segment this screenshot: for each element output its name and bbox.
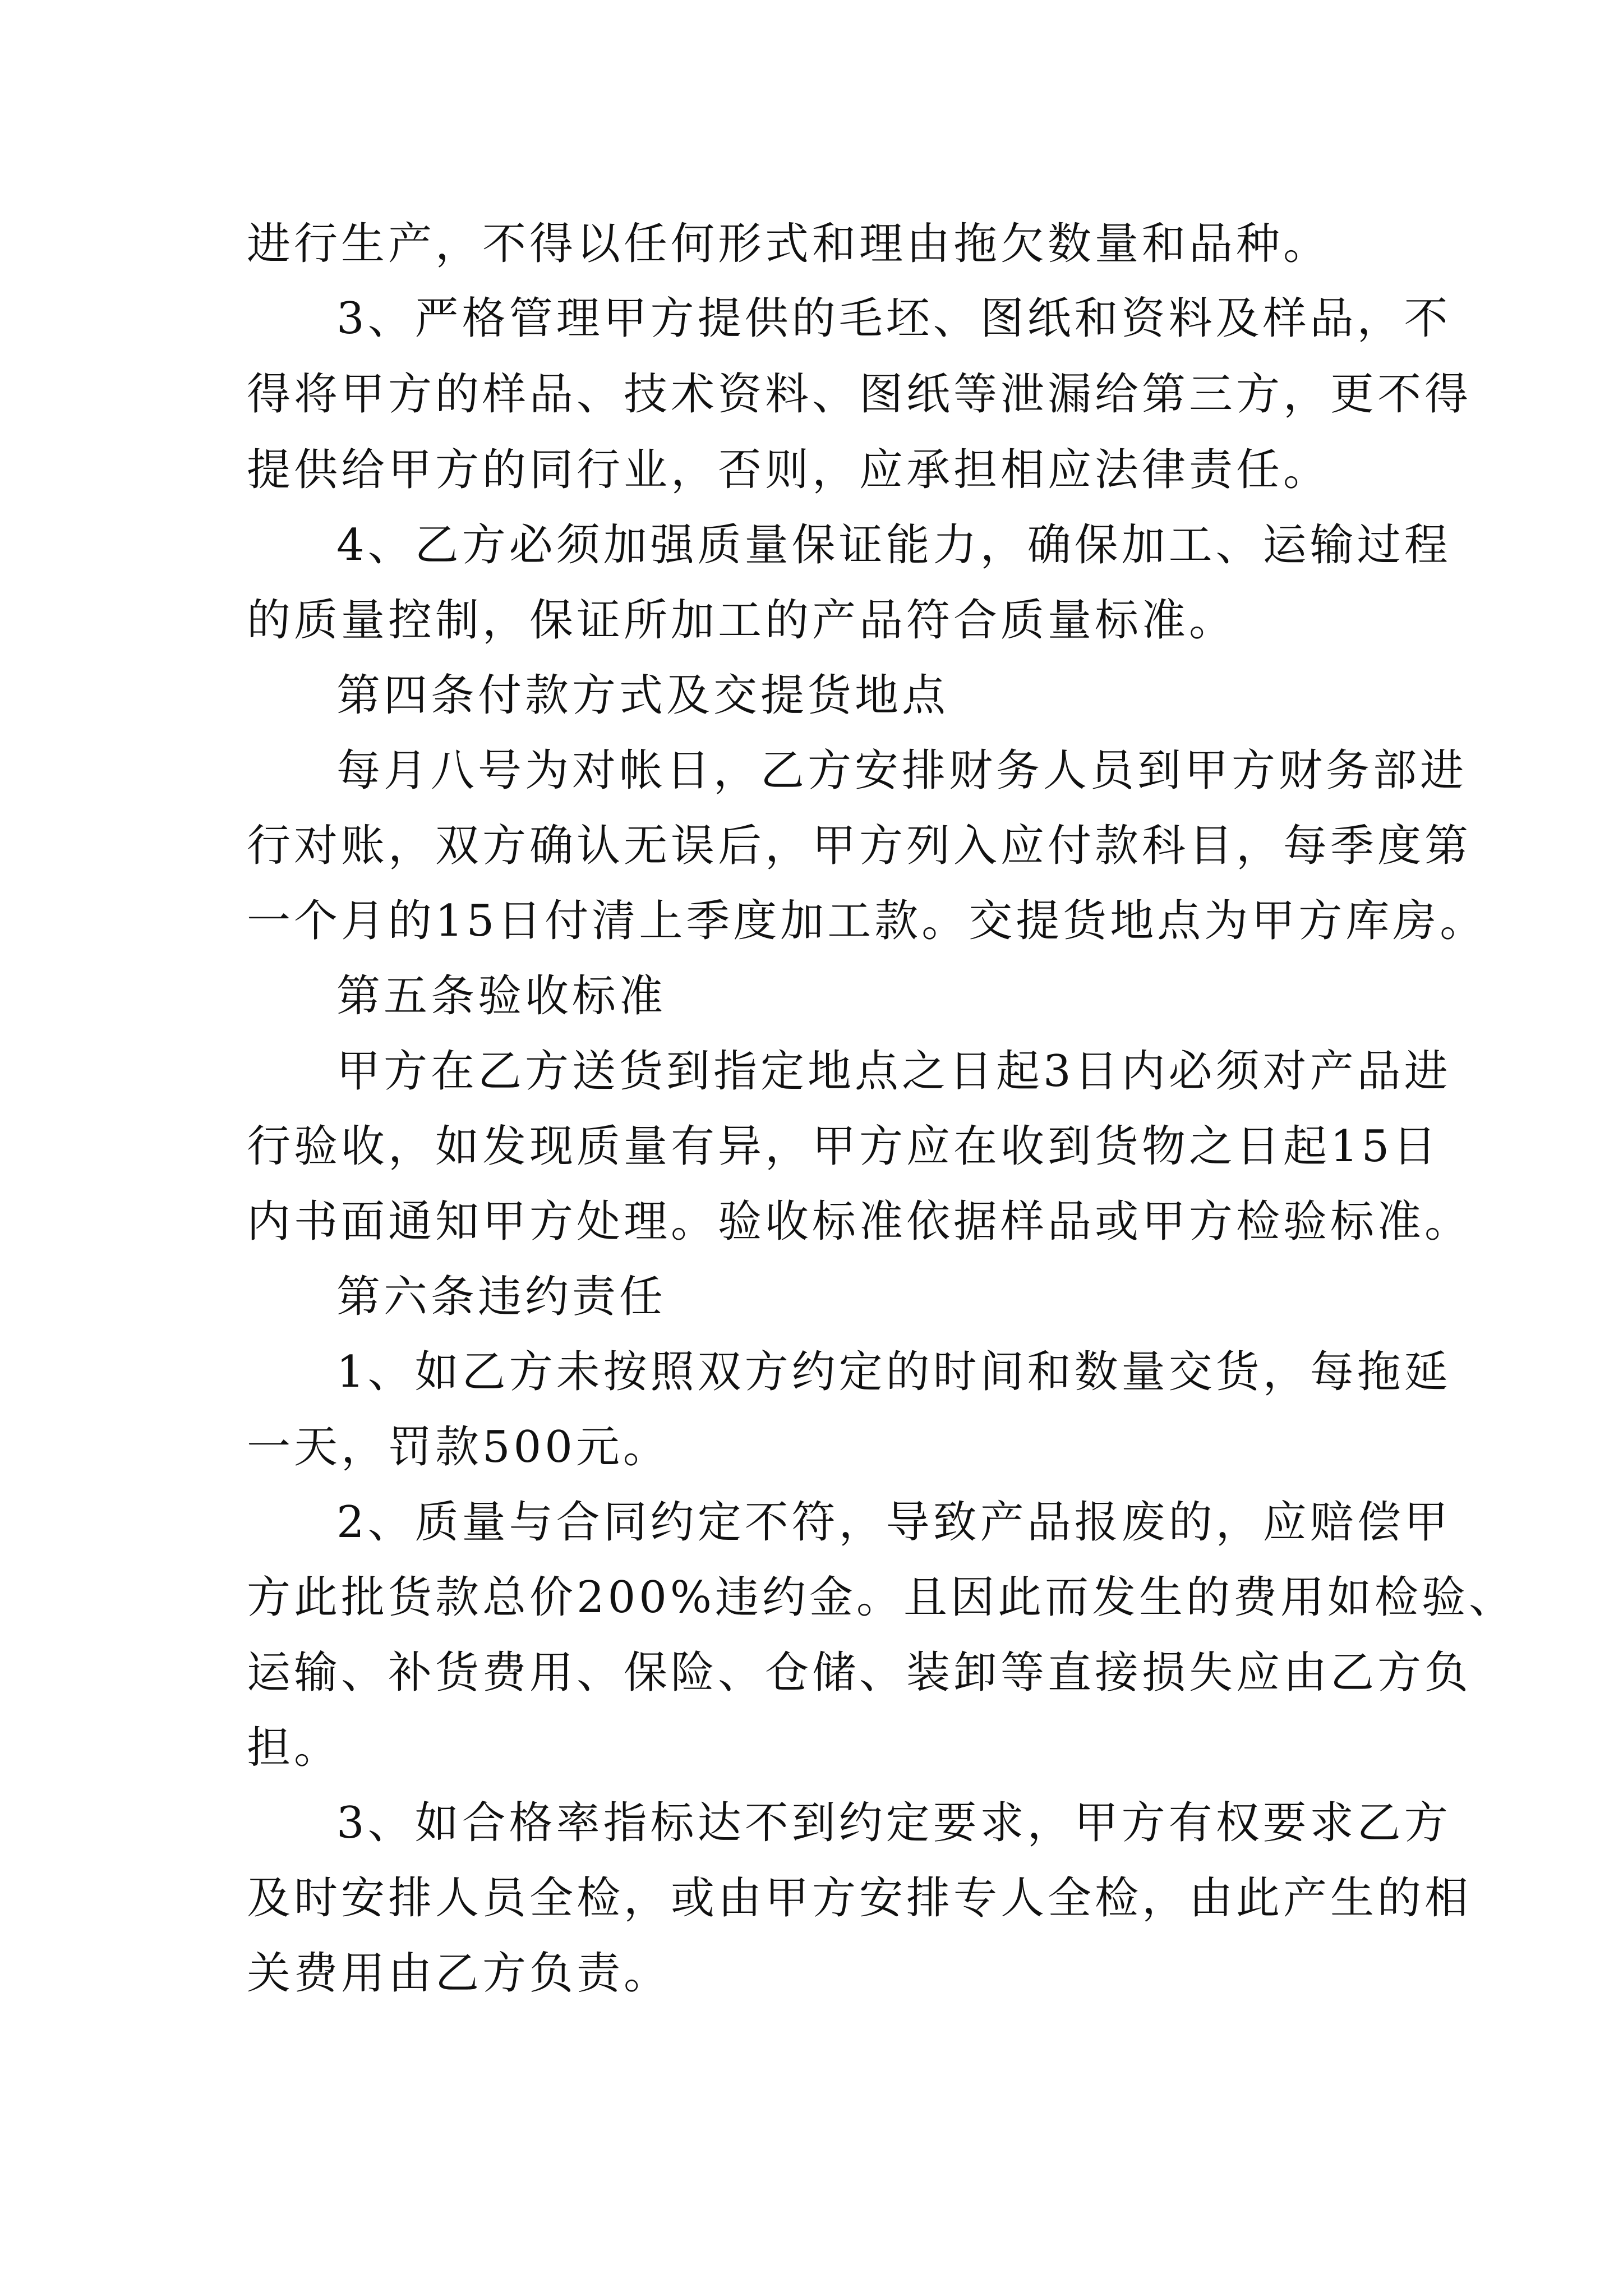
text-line: 行验收，如发现质量有异，甲方应在收到货物之日起15日 bbox=[247, 1121, 1440, 1172]
section-heading-6: 第六条违约责任 bbox=[336, 1272, 667, 1322]
paragraph-start: 甲方在乙方送货到指定地点之日起3日内必须对产品进 bbox=[336, 1046, 1451, 1097]
text-line: 提供给甲方的同行业，否则，应承担相应法律责任。 bbox=[247, 445, 1331, 495]
text-line: 内书面通知甲方处理。验收标准依据样品或甲方检验标准。 bbox=[247, 1197, 1472, 1247]
text-line: 运输、补货费用、保险、仓储、装卸等直接损失应由乙方负 bbox=[247, 1648, 1472, 1698]
paragraph-start: 每月八号为对帐日，乙方安排财务人员到甲方财务部进 bbox=[336, 746, 1468, 796]
text-line: 的质量控制，保证所加工的产品符合质量标准。 bbox=[247, 595, 1237, 646]
clause-1: 1、如乙方未按照双方约定的时间和数量交货，每拖延 bbox=[336, 1347, 1451, 1397]
text-line: 及时安排人员全检，或由甲方安排专人全检，由此产生的相 bbox=[247, 1873, 1472, 1924]
text-line: 进行生产，不得以任何形式和理由拖欠数量和品种。 bbox=[247, 219, 1331, 269]
clause-4: 4、乙方必须加强质量保证能力，确保加工、运输过程 bbox=[336, 520, 1451, 570]
clause-3: 3、如合格率指标达不到约定要求，甲方有权要求乙方 bbox=[336, 1798, 1451, 1848]
clause-2: 2、质量与合同约定不符，导致产品报废的，应赔偿甲 bbox=[336, 1497, 1451, 1548]
text-line: 关费用由乙方负责。 bbox=[247, 1948, 671, 1999]
section-heading-4: 第四条付款方式及交提货地点 bbox=[336, 670, 949, 721]
text-line: 一天，罚款500元。 bbox=[247, 1422, 670, 1473]
clause-3: 3、严格管理甲方提供的毛坯、图纸和资料及样品，不 bbox=[336, 293, 1451, 344]
text-line: 行对账，双方确认无误后，甲方列入应付款科目，每季度第 bbox=[247, 821, 1472, 871]
text-line: 一个月的15日付清上季度加工款。交提货地点为甲方库房。 bbox=[247, 896, 1487, 946]
text-line: 得将甲方的样品、技术资料、图纸等泄漏给第三方，更不得 bbox=[247, 369, 1472, 420]
text-line: 方此批货款总价200%违约金。且因此而发生的费用如检验、 bbox=[247, 1572, 1516, 1623]
text-line: 担。 bbox=[247, 1723, 342, 1773]
section-heading-5: 第五条验收标准 bbox=[336, 971, 667, 1022]
